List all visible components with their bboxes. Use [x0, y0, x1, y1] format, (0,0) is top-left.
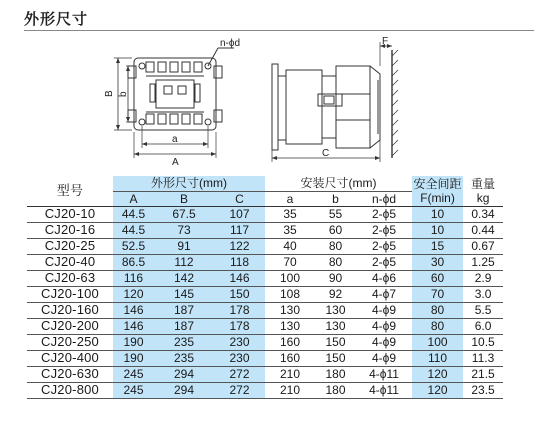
- cell-a: 190: [113, 350, 154, 366]
- cell-a: 70: [265, 254, 315, 270]
- cell-nd: 4-ϕ7: [356, 286, 412, 302]
- cell-b: 235: [154, 350, 214, 366]
- cell-model: CJ20-800: [27, 382, 113, 398]
- table-row: [27, 318, 503, 334]
- cell-b: 294: [154, 366, 214, 382]
- cell-a: 40: [265, 238, 315, 254]
- table-row: [27, 222, 503, 238]
- header-A: A: [113, 191, 154, 206]
- cell-kg: 10.5: [463, 334, 503, 350]
- header-F: F(min): [412, 191, 463, 206]
- title-divider: [24, 30, 534, 31]
- cell-f: 70: [412, 286, 463, 302]
- table-row: [27, 350, 503, 366]
- cell-a: 120: [113, 286, 154, 302]
- cell-model: CJ20-200: [27, 318, 113, 334]
- cell-a: 245: [113, 382, 154, 398]
- cell-a: 44.5: [113, 206, 154, 222]
- label-b: b: [118, 91, 129, 97]
- header-weight: 重量: [471, 176, 496, 191]
- cell-c: 150: [214, 286, 265, 302]
- cell-model: CJ20-10: [27, 206, 113, 222]
- cell-b: 91: [154, 238, 214, 254]
- cell-a: 100: [265, 270, 315, 286]
- cell-c: 146: [214, 270, 265, 286]
- cell-f: 110: [412, 350, 463, 366]
- cell-nd: 4-ϕ9: [356, 350, 412, 366]
- cell-a: 108: [265, 286, 315, 302]
- cell-f: 15: [412, 238, 463, 254]
- header-a: a: [265, 191, 315, 206]
- header-outline-group: 外形尺寸(mm): [113, 176, 265, 191]
- cell-b: 60: [315, 222, 356, 238]
- cell-c: 122: [214, 238, 265, 254]
- cell-c: 107: [214, 206, 265, 222]
- header-kg: kg: [463, 191, 503, 206]
- cell-a: 130: [265, 302, 315, 318]
- table-row: [27, 382, 503, 398]
- label-hole: n-ϕd: [220, 38, 241, 49]
- cell-c: 118: [214, 254, 265, 270]
- header-b: b: [315, 191, 356, 206]
- cell-b: 90: [315, 270, 356, 286]
- cell-f: 10: [412, 206, 463, 222]
- cell-b: 180: [315, 366, 356, 382]
- cell-nd: 2-ϕ5: [356, 222, 412, 238]
- cell-a: 35: [265, 206, 315, 222]
- cell-nd: 2-ϕ5: [356, 206, 412, 222]
- cell-b: 55: [315, 206, 356, 222]
- cell-f: 120: [412, 382, 463, 398]
- cell-kg: 5.5: [463, 302, 503, 318]
- cell-a: 160: [265, 350, 315, 366]
- cell-a: 86.5: [113, 254, 154, 270]
- label-F: F: [382, 36, 389, 47]
- cell-f: 30: [412, 254, 463, 270]
- cell-b: 150: [315, 350, 356, 366]
- cell-nd: 4-ϕ11: [356, 382, 412, 398]
- cell-nd: 4-ϕ6: [356, 270, 412, 286]
- cell-b: 187: [154, 302, 214, 318]
- cell-b: 142: [154, 270, 214, 286]
- cell-c: 230: [214, 334, 265, 350]
- cell-kg: 21.5: [463, 366, 503, 382]
- outline-drawing: [96, 36, 426, 166]
- label-C: C: [322, 148, 330, 159]
- cell-a: 146: [113, 302, 154, 318]
- cell-c: 230: [214, 350, 265, 366]
- cell-kg: 2.9: [463, 270, 503, 286]
- table-row: [27, 286, 503, 302]
- cell-b: 150: [315, 334, 356, 350]
- cell-b: 80: [315, 254, 356, 270]
- cell-a: 190: [113, 334, 154, 350]
- cell-a: 116: [113, 270, 154, 286]
- cell-kg: 0.34: [463, 206, 503, 222]
- cell-nd: 2-ϕ5: [356, 254, 412, 270]
- cell-c: 272: [214, 366, 265, 382]
- cell-f: 10: [412, 222, 463, 238]
- header-install-group: 安装尺寸(mm): [265, 176, 412, 191]
- label-B: B: [104, 90, 115, 97]
- cell-kg: 23.5: [463, 382, 503, 398]
- cell-f: 60: [412, 270, 463, 286]
- cell-c: 272: [214, 382, 265, 398]
- cell-nd: 4-ϕ9: [356, 318, 412, 334]
- cell-c: 117: [214, 222, 265, 238]
- cell-a: 245: [113, 366, 154, 382]
- cell-model: CJ20-160: [27, 302, 113, 318]
- cell-nd: 4-ϕ9: [356, 334, 412, 350]
- header-nd: n-ϕd: [356, 191, 412, 206]
- cell-kg: 6.0: [463, 318, 503, 334]
- cell-b: 235: [154, 334, 214, 350]
- cell-a: 44.5: [113, 222, 154, 238]
- cell-b: 130: [315, 302, 356, 318]
- cell-a: 52.5: [113, 238, 154, 254]
- cell-kg: 1.25: [463, 254, 503, 270]
- cell-model: CJ20-16: [27, 222, 113, 238]
- cell-f: 80: [412, 302, 463, 318]
- cell-f: 120: [412, 366, 463, 382]
- cell-b: 80: [315, 238, 356, 254]
- cell-model: CJ20-25: [27, 238, 113, 254]
- cell-a: 210: [265, 366, 315, 382]
- label-a: a: [172, 134, 178, 145]
- side-view: [272, 42, 398, 162]
- cell-kg: 11.3: [463, 350, 503, 366]
- label-A: A: [172, 157, 179, 166]
- header-clearance: 安全间距: [413, 176, 462, 191]
- cell-model: CJ20-63: [27, 270, 113, 286]
- cell-f: 80: [412, 318, 463, 334]
- cell-nd: 2-ϕ5: [356, 238, 412, 254]
- cell-model: CJ20-400: [27, 350, 113, 366]
- header-model: 型号: [27, 176, 113, 206]
- cell-model: CJ20-630: [27, 366, 113, 382]
- cell-a: 35: [265, 222, 315, 238]
- cell-b: 92: [315, 286, 356, 302]
- table-row: [27, 334, 503, 350]
- cell-a: 210: [265, 382, 315, 398]
- cell-b: 130: [315, 318, 356, 334]
- cell-kg: 3.0: [463, 286, 503, 302]
- cell-nd: 4-ϕ11: [356, 366, 412, 382]
- cell-c: 178: [214, 302, 265, 318]
- cell-model: CJ20-100: [27, 286, 113, 302]
- header-C: C: [214, 191, 265, 206]
- table-row: [27, 302, 503, 318]
- header-B: B: [154, 191, 214, 206]
- cell-b: 294: [154, 382, 214, 398]
- cell-a: 146: [113, 318, 154, 334]
- table-row: [27, 206, 503, 222]
- table-row: [27, 238, 503, 254]
- cell-b: 187: [154, 318, 214, 334]
- table-row: [27, 254, 503, 270]
- table-row: [27, 270, 503, 286]
- cell-f: 100: [412, 334, 463, 350]
- cell-b: 67.5: [154, 206, 214, 222]
- cell-b: 180: [315, 382, 356, 398]
- section-title: 外形尺寸: [24, 11, 89, 28]
- cell-model: CJ20-40: [27, 254, 113, 270]
- cell-c: 178: [214, 318, 265, 334]
- cell-a: 130: [265, 318, 315, 334]
- table-row: [27, 366, 503, 382]
- cell-b: 112: [154, 254, 214, 270]
- spec-table: [27, 176, 503, 399]
- cell-b: 145: [154, 286, 214, 302]
- cell-kg: 0.44: [463, 222, 503, 238]
- cell-kg: 0.67: [463, 238, 503, 254]
- cell-a: 160: [265, 334, 315, 350]
- cell-b: 73: [154, 222, 214, 238]
- cell-model: CJ20-250: [27, 334, 113, 350]
- cell-nd: 4-ϕ9: [356, 302, 412, 318]
